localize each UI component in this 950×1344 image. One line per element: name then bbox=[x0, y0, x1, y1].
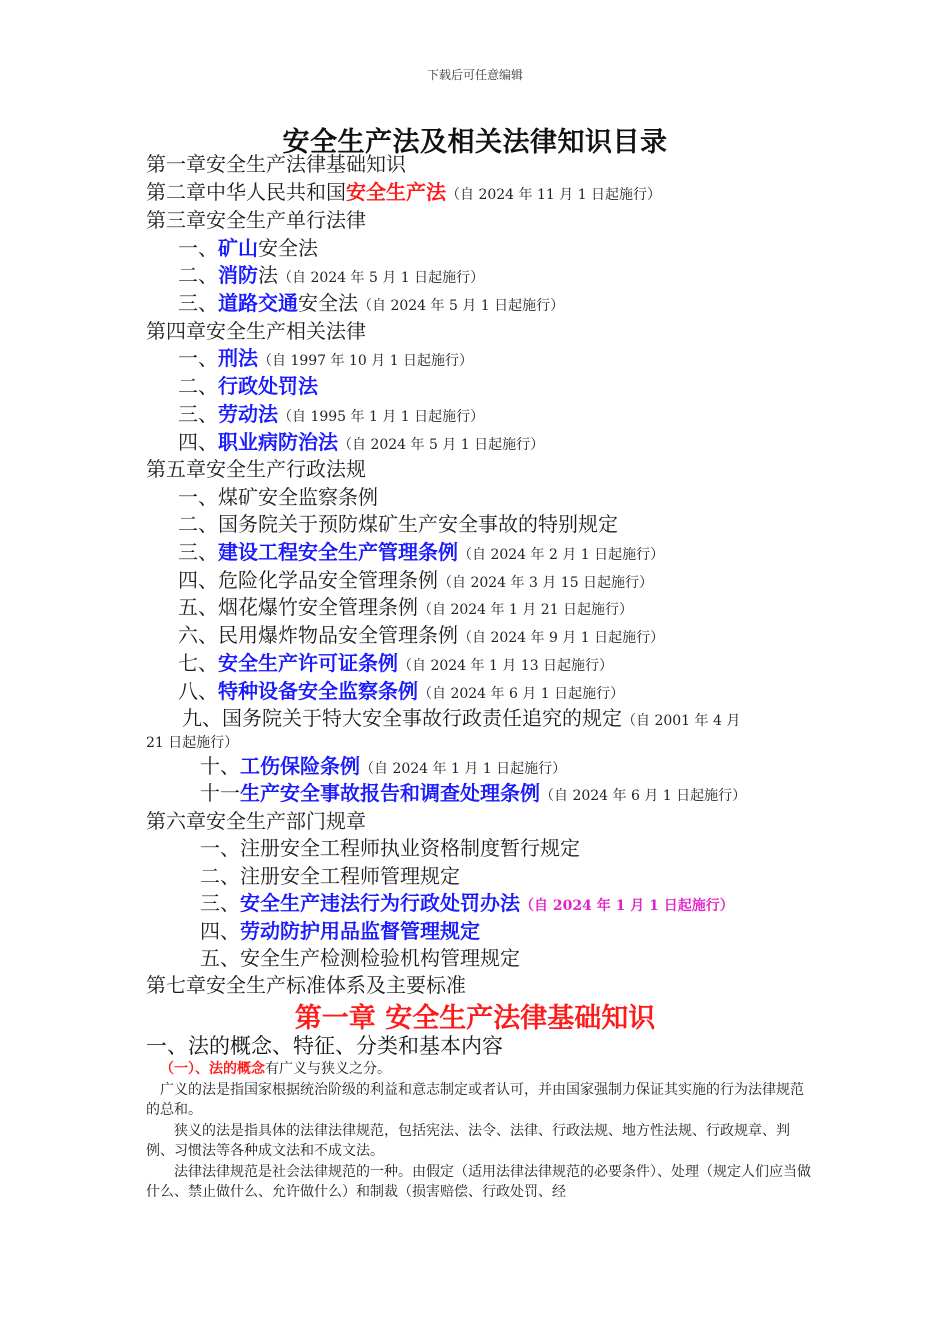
toc-item-link[interactable]: 职业病防治法 bbox=[218, 430, 338, 454]
toc-item-5-9[interactable] bbox=[182, 704, 740, 735]
paragraph: 狭义的法是指具体的法律法律规范，包括宪法、法令、法律、行政法规、地方性法规、行政规章、判例、习惯法等各种成文法和不成文法。 bbox=[146, 1123, 790, 1159]
toc-item-number: 三、 bbox=[178, 291, 218, 315]
toc-item-link[interactable]: 消防 bbox=[218, 263, 258, 287]
toc-item-text: 六、民用爆炸物品安全管理条例 bbox=[178, 623, 458, 647]
toc-item-5-1[interactable]: 一、煤矿安全监察条例 bbox=[178, 485, 378, 509]
toc-item-text: 四、危险化学品安全管理条例 bbox=[178, 568, 438, 592]
toc-item-date: （自 2024 年 6 月 1 日起施行） bbox=[540, 788, 747, 804]
toc-item-date: （自 2024 年 5 月 1 日起施行） bbox=[358, 298, 565, 314]
toc-item-3-3[interactable] bbox=[178, 289, 564, 320]
toc-item-link[interactable]: 道路交通 bbox=[218, 291, 298, 315]
toc-item-date: （自 2024 年 6 月 1 日起施行） bbox=[418, 686, 625, 702]
toc-item-link[interactable]: 劳动防护用品监督管理规定 bbox=[240, 919, 480, 943]
toc-item-link[interactable]: 刑法 bbox=[218, 346, 258, 370]
toc-item-link[interactable]: 安全生产违法行为行政处罚办法 bbox=[240, 891, 520, 915]
toc-item-5-2[interactable]: 二、国务院关于预防煤矿生产安全事故的特别规定 bbox=[178, 512, 618, 536]
toc-chapter-7[interactable]: 第七章安全生产标准体系及主要标准 bbox=[146, 973, 466, 997]
toc-item-6-4[interactable] bbox=[200, 917, 480, 945]
toc-item-text: 九、国务院关于特大安全事故行政责任追究的规定 bbox=[182, 706, 622, 730]
toc-chapter-4[interactable]: 第四章安全生产相关法律 bbox=[146, 319, 366, 343]
toc-item-6-2[interactable]: 二、注册安全工程师管理规定 bbox=[200, 864, 460, 888]
toc-item-number: 二、 bbox=[178, 263, 218, 287]
toc-chapter-5[interactable]: 第五章安全生产行政法规 bbox=[146, 457, 366, 481]
toc-item-4-1[interactable] bbox=[178, 344, 473, 375]
document-title: 安全生产法及相关法律知识目录 bbox=[282, 127, 668, 158]
toc-item-tail: 安全法 bbox=[258, 236, 318, 260]
toc-item-text: 五、烟花爆竹安全管理条例 bbox=[178, 595, 418, 619]
toc-item-date: （自 2024 年 1 月 21 日起施行） bbox=[418, 602, 634, 618]
toc-chapter-1[interactable]: 第一章安全生产法律基础知识 bbox=[146, 152, 406, 176]
toc-item-4-3[interactable] bbox=[178, 400, 484, 431]
paragraph: 广义的法是指国家根据统治阶级的利益和意志制定或者认可，并由国家强制力保证其实施的行为法律规范的总和。 bbox=[146, 1082, 804, 1118]
toc-item-tail: 安全法 bbox=[298, 291, 358, 315]
toc-item-date: （自 2024 年 1 月 1 日起施行） bbox=[520, 898, 734, 914]
toc-chapter-3[interactable]: 第三章安全生产单行法律 bbox=[146, 208, 366, 232]
toc-chapter-2-date: （自 2024 年 11 月 1 日起施行） bbox=[446, 187, 662, 203]
toc-item-6-3[interactable] bbox=[200, 889, 734, 920]
toc-item-5-5[interactable] bbox=[178, 593, 633, 624]
toc-chapter-2-prefix: 第二章中华人民共和国 bbox=[146, 180, 346, 204]
sub-heading-label: （一）、法的概念 bbox=[160, 1061, 265, 1077]
toc-item-date: （自 1995 年 1 月 1 日起施行） bbox=[278, 409, 485, 425]
toc-chapter-2-link[interactable]: 安全生产法 bbox=[346, 180, 446, 204]
toc-item-date: （自 2024 年 5 月 1 日起施行） bbox=[338, 437, 545, 453]
toc-item-link[interactable]: 矿山 bbox=[218, 236, 258, 260]
toc-item-number: 一、 bbox=[178, 236, 218, 260]
toc-item-6-1[interactable]: 一、注册安全工程师执业资格制度暂行规定 bbox=[200, 836, 580, 860]
toc-item-number: 七、 bbox=[178, 651, 218, 675]
toc-item-date: （自 1997 年 10 月 1 日起施行） bbox=[258, 353, 474, 369]
toc-item-link[interactable]: 工伤保险条例 bbox=[240, 754, 360, 778]
toc-item-number: 一、 bbox=[178, 346, 218, 370]
toc-item-number: 十一 bbox=[200, 781, 240, 805]
toc-item-link[interactable]: 生产安全事故报告和调查处理条例 bbox=[240, 781, 540, 805]
toc-chapter-2[interactable] bbox=[146, 178, 661, 209]
toc-item-3-1[interactable] bbox=[178, 234, 318, 262]
toc-item-3-2[interactable] bbox=[178, 261, 484, 292]
chapter-heading: 第一章 安全生产法律基础知识 bbox=[294, 1003, 656, 1034]
toc-item-date: （自 2024 年 1 月 13 日起施行） bbox=[398, 658, 614, 674]
toc-item-5-3[interactable] bbox=[178, 538, 664, 569]
sub-heading bbox=[160, 1058, 391, 1078]
sub-heading-tail: 有广义与狭义之分。 bbox=[265, 1061, 391, 1077]
toc-item-number: 四、 bbox=[178, 430, 218, 454]
toc-item-link[interactable]: 劳动法 bbox=[218, 402, 278, 426]
toc-item-number: 三、 bbox=[200, 891, 240, 915]
toc-item-date: （自 2024 年 3 月 15 日起施行） bbox=[438, 575, 654, 591]
toc-item-number: 十、 bbox=[200, 754, 240, 778]
toc-item-number: 三、 bbox=[178, 540, 218, 564]
toc-item-date: （自 2024 年 1 月 1 日起施行） bbox=[360, 761, 567, 777]
toc-item-link[interactable]: 建设工程安全生产管理条例 bbox=[218, 540, 458, 564]
toc-item-link[interactable]: 安全生产许可证条例 bbox=[218, 651, 398, 675]
toc-item-date: （自 2001 年 4 月 bbox=[622, 713, 741, 729]
toc-item-number: 二、 bbox=[178, 374, 218, 398]
toc-item-5-7[interactable] bbox=[178, 649, 613, 680]
toc-chapter-6[interactable]: 第六章安全生产部门规章 bbox=[146, 809, 366, 833]
toc-item-date: 21 日起施行） bbox=[146, 735, 239, 751]
toc-item-date: （自 2024 年 9 月 1 日起施行） bbox=[458, 630, 665, 646]
section-heading: 一、法的概念、特征、分类和基本内容 bbox=[146, 1034, 503, 1058]
header-note: 下载后可任意编辑 bbox=[426, 68, 523, 82]
toc-item-number: 八、 bbox=[178, 679, 218, 703]
toc-item-tail: 法 bbox=[258, 263, 278, 287]
paragraph: 法律法律规范是社会法律规范的一种。由假定（适用法律法律规范的必要条件）、处理（规定人们应当做什么、禁止做什么、允许做什么）和制裁（损害赔偿、行政处罚、经 bbox=[146, 1164, 811, 1200]
toc-item-date: （自 2024 年 5 月 1 日起施行） bbox=[278, 270, 485, 286]
toc-item-link[interactable]: 特种设备安全监察条例 bbox=[218, 679, 418, 703]
toc-item-number: 三、 bbox=[178, 402, 218, 426]
toc-item-4-2[interactable] bbox=[178, 372, 318, 400]
toc-item-5-6[interactable] bbox=[178, 621, 664, 652]
toc-item-5-11[interactable] bbox=[200, 779, 746, 810]
toc-item-link[interactable]: 行政处罚法 bbox=[218, 374, 318, 398]
toc-item-number: 四、 bbox=[200, 919, 240, 943]
toc-item-6-5[interactable]: 五、安全生产检测检验机构管理规定 bbox=[200, 946, 520, 970]
toc-item-date: （自 2024 年 2 月 1 日起施行） bbox=[458, 547, 665, 563]
